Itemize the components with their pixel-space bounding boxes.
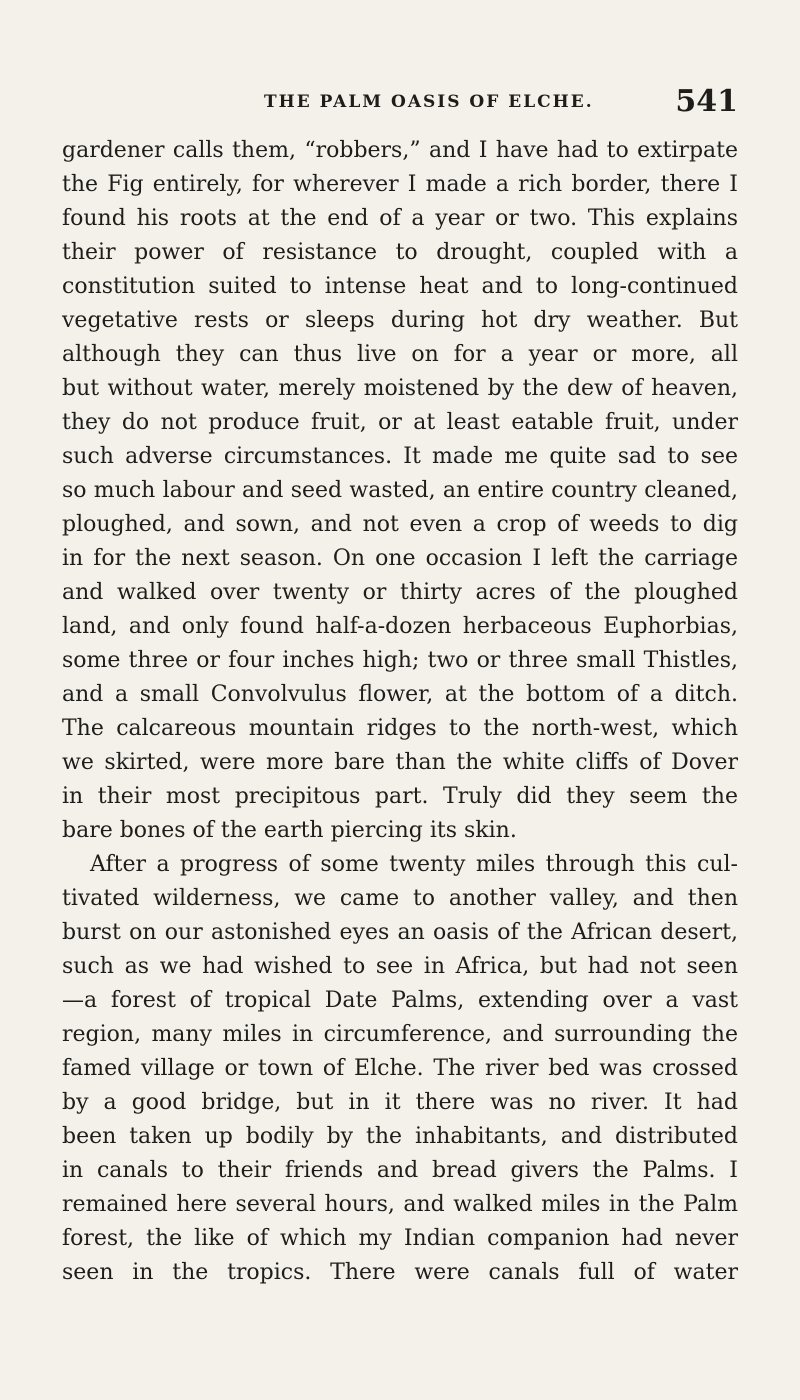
text-line: so much labour and seed wasted, an entire country cleaned, bbox=[62, 478, 738, 503]
page-number: 541 bbox=[675, 84, 738, 119]
text-line: and walked over twenty or thirty acres of the ploughed bbox=[62, 580, 738, 605]
text-line: forest, the like of which my Indian companion had never bbox=[62, 1226, 738, 1251]
text-line: such as we had wished to see in Africa, but had not seen bbox=[62, 954, 738, 979]
text-line: been taken up bodily by the inhabitants, and distributed bbox=[62, 1124, 738, 1149]
text-line: by a good bridge, but in it there was no river. It had bbox=[62, 1090, 738, 1115]
text-line: famed village or town of Elche. The river bed was crossed bbox=[62, 1056, 738, 1081]
text-line: and a small Convolvulus flower, at the bottom of a ditch. bbox=[62, 682, 738, 707]
text-line: they do not produce fruit, or at least eatable fruit, under bbox=[62, 410, 738, 435]
text-line: The calcareous mountain ridges to the north-west, which bbox=[62, 716, 738, 741]
text-line: tivated wilderness, we came to another valley, and then bbox=[62, 886, 738, 911]
text-line: seen in the tropics. There were canals full of water bbox=[62, 1260, 738, 1285]
text-line: region, many miles in circumference, and surrounding the bbox=[62, 1022, 738, 1047]
text-line: the Fig entirely, for wherever I made a rich border, there I bbox=[62, 172, 738, 197]
text-line: in for the next season. On one occasion I left the carriage bbox=[62, 546, 738, 571]
paragraph-start-line: After a progress of some twenty miles through this cul- bbox=[90, 852, 738, 877]
text-line: we skirted, were more bare than the white cliffs of Dover bbox=[62, 750, 738, 775]
text-line: although they can thus live on for a year or more, all bbox=[62, 342, 738, 367]
text-line: some three or four inches high; two or three small Thistles, bbox=[62, 648, 738, 673]
text-line: land, and only found half-a-dozen herbaceous Euphorbias, bbox=[62, 614, 738, 639]
text-line: vegetative rests or sleeps during hot dry weather. But bbox=[62, 308, 738, 333]
text-line: burst on our astonished eyes an oasis of the African desert, bbox=[62, 920, 738, 945]
text-line: ploughed, and sown, and not even a crop of weeds to dig bbox=[62, 512, 738, 537]
text-line: their power of resistance to drought, coupled with a bbox=[62, 240, 738, 265]
running-head bbox=[264, 84, 738, 124]
text-line: such adverse circumstances. It made me quite sad to see bbox=[62, 444, 738, 469]
text-line: —a forest of tropical Date Palms, extending over a vast bbox=[62, 988, 738, 1013]
text-line: in their most precipitous part. Truly did they seem the bbox=[62, 784, 738, 809]
running-title: THE PALM OASIS OF ELCHE. bbox=[264, 92, 594, 112]
text-line: in canals to their friends and bread givers the Palms. I bbox=[62, 1158, 738, 1183]
text-line: found his roots at the end of a year or two. This explains bbox=[62, 206, 738, 231]
paragraph-end-line: bare bones of the earth piercing its skin. bbox=[62, 818, 517, 843]
text-line: but without water, merely moistened by the dew of heaven, bbox=[62, 376, 738, 401]
text-line: constitution suited to intense heat and to long-continued bbox=[62, 274, 738, 299]
text-line: remained here several hours, and walked miles in the Palm bbox=[62, 1192, 738, 1217]
text-line: gardener calls them, “robbers,” and I have had to extirpate bbox=[62, 138, 738, 163]
